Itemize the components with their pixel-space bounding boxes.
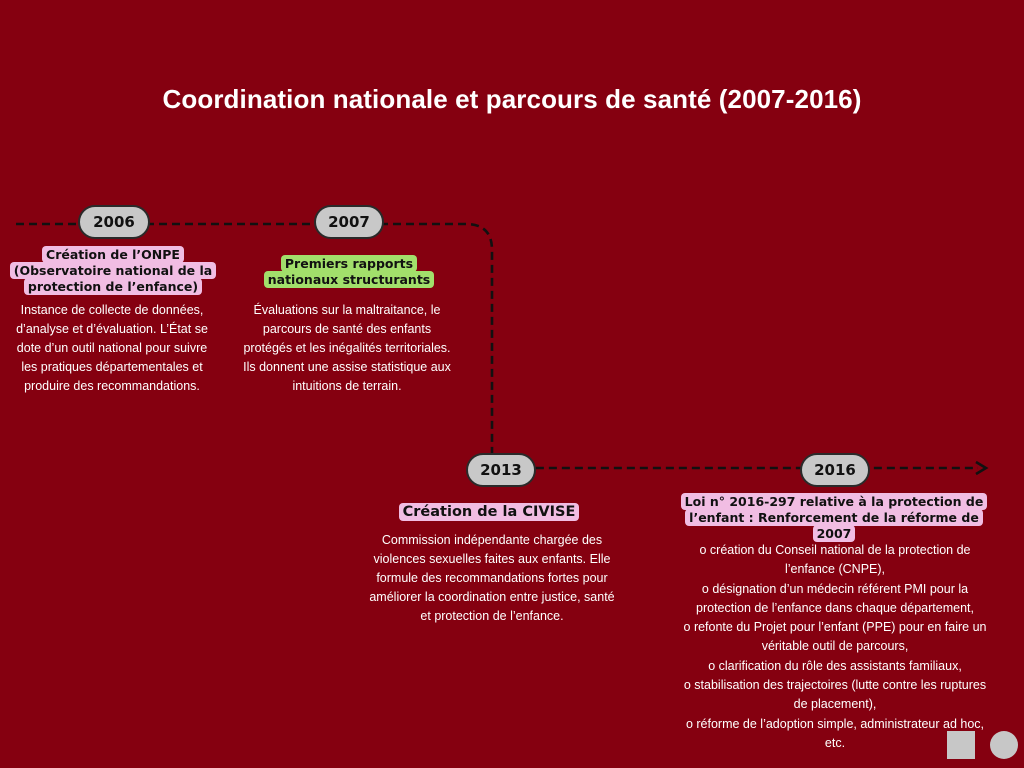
- year-badge-2016: 2016: [800, 453, 870, 487]
- page-title: Coordination nationale et parcours de santé (2007-2016): [162, 84, 862, 114]
- event-items-2016: [682, 541, 988, 753]
- list-item: o refonte du Projet pour l’enfant (PPE) pour en faire un véritable outil de parcours,: [683, 620, 987, 654]
- year-badge-2006: 2006: [78, 205, 150, 239]
- list-item: o stabilisation des trajectoires (lutte contre les ruptures de placement),: [683, 678, 987, 712]
- event-description-2007: Évaluations sur la maltraitance, le parcours de santé des enfants protégés et les inégalités territoriales. Ils donnent une assise statistique aux intuitions de terrain.: [243, 303, 451, 393]
- event-description-2006: Instance de collecte de données, d’analyse et d’évaluation. L’État se dote d’un outil national pour suivre les pratiques départementales et produire des recommandations.: [16, 303, 208, 393]
- event-label-2007: Premiers rapports nationaux structurants: [258, 256, 440, 288]
- list-item: o clarification du rôle des assistants familiaux,: [708, 658, 962, 673]
- event-label-2016: Loi n° 2016-297 relative à la protection de l’enfant : Renforcement de la réforme de 2007: [677, 494, 991, 542]
- event-label-2006: Création de l’ONPE (Observatoire national de la protection de l’enfance): [6, 247, 220, 295]
- year-badge-2013: 2013: [466, 453, 536, 487]
- list-item: o création du Conseil national de la protection de l’enfance (CNPE),: [699, 543, 971, 577]
- list-item: o réforme de l’adoption simple, administrateur ad hoc, etc.: [685, 716, 985, 750]
- square-icon[interactable]: [947, 731, 975, 759]
- event-description-2013: Commission indépendante chargée des violences sexuelles faites aux enfants. Elle formule des recommandations fortes pour améliorer la coordination entre justice, santé et protection de l’enfance.: [369, 533, 615, 623]
- circle-icon[interactable]: [990, 731, 1018, 759]
- event-label-2013: Création de la CIVISE: [380, 503, 598, 521]
- year-badge-2007: 2007: [314, 205, 384, 239]
- arrow-head-icon: [976, 462, 986, 474]
- list-item: o désignation d’un médecin référent PMI pour la protection de l’enfance dans chaque département,: [696, 581, 974, 615]
